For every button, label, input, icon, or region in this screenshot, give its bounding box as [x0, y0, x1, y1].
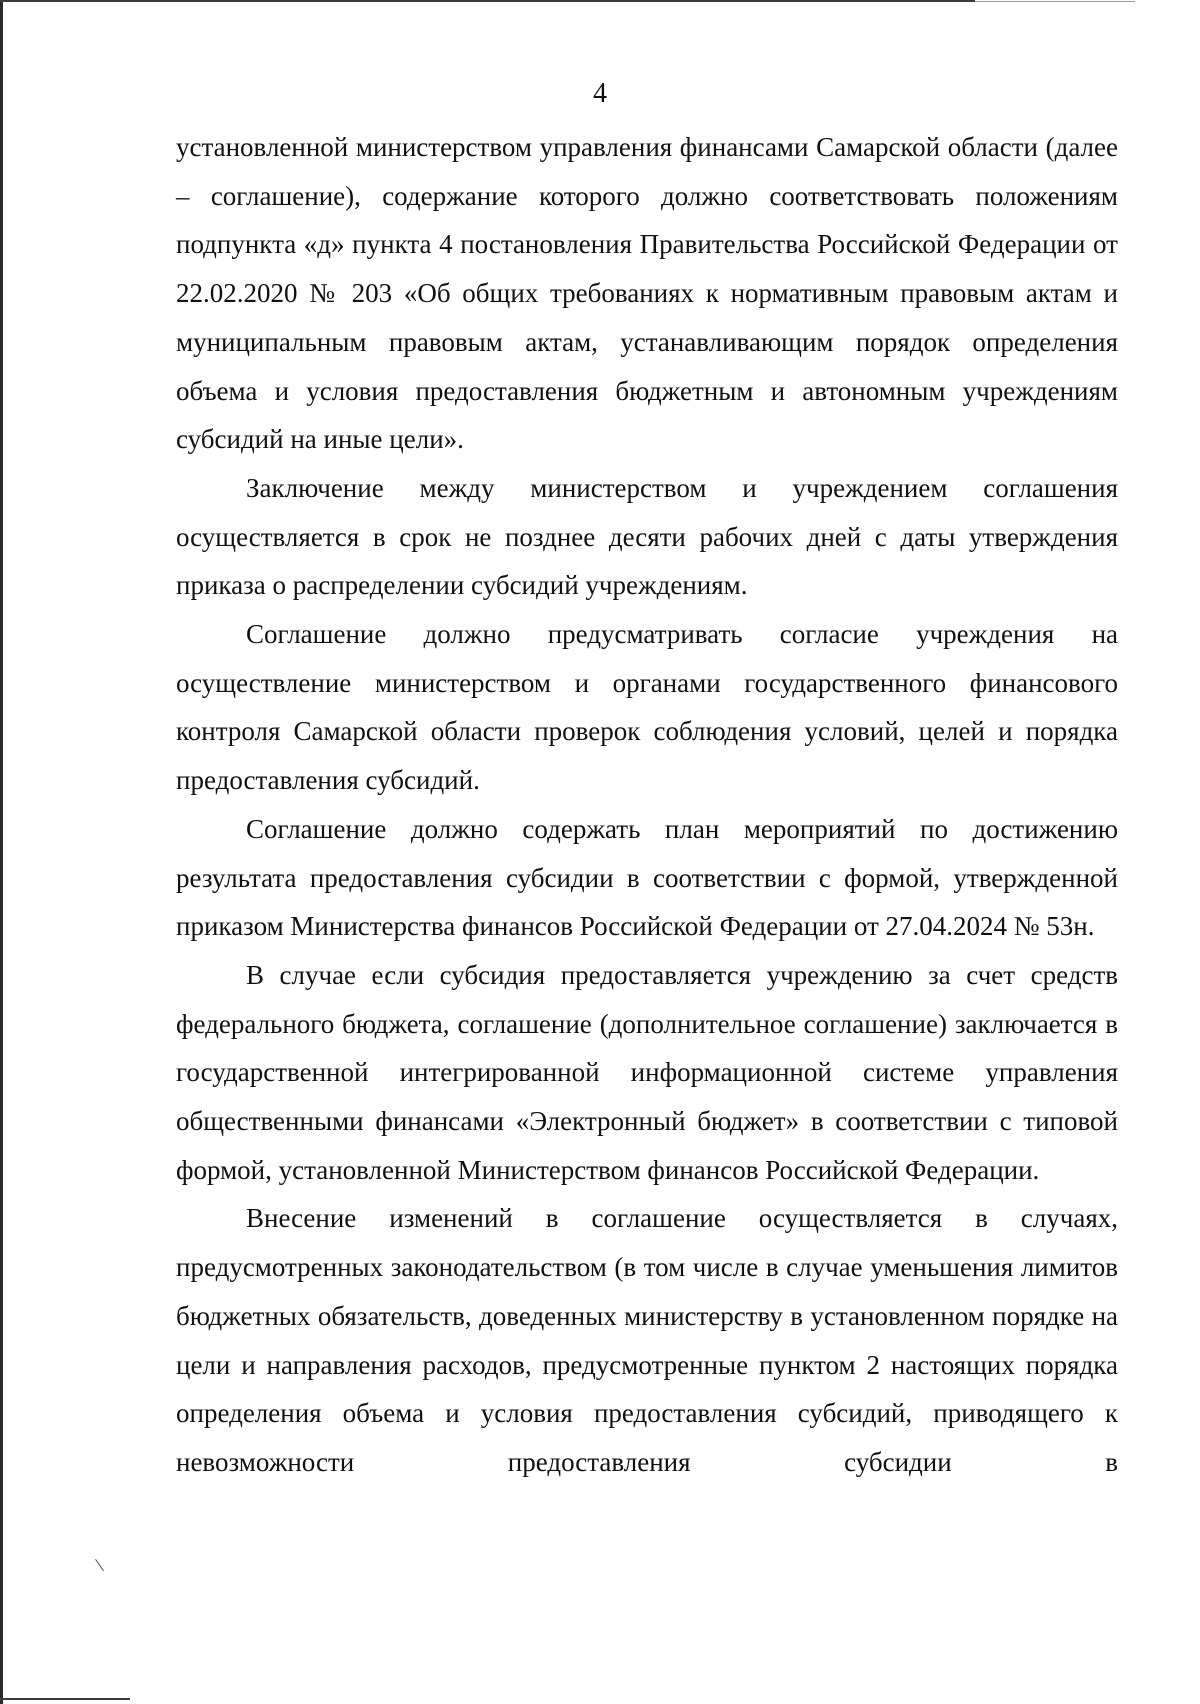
scan-border-left	[0, 0, 3, 1704]
paragraph-action-plan: Соглашение должно содержать план мероприятий по достижению результата предоставления субсидии в соответствии с формой, утвержденной приказом Министерства финансов Российской Федерации от 27.04.2024 № 53н.	[176, 813, 1118, 942]
scan-border-bottom	[0, 1698, 130, 1700]
scan-border-top-faint	[975, 1, 1135, 2]
paragraph-control-consent: Соглашение должно предусматривать согласие учреждения на осуществление министерством и органами государственного финансового контроля Самарской области проверок соблюдения условий, целей и порядка предоставления субсидий.	[176, 619, 1118, 796]
scan-border-top	[0, 0, 975, 2]
paragraph-federal-budget: В случае если субсидия предоставляется учреждению за счет средств федерального бюджета, соглашение (дополнительное соглашение) заключается в государственной интегрированной информационной системе управления общественными финансами «Электронный бюджет» в соответствии с типовой формой, установленной Министерством финансов Российской Федерации.	[176, 959, 1118, 1185]
paragraph-amendments: Внесение изменений в соглашение осуществляется в случаях, предусмотренных законодательством (в том числе в случае уменьшения лимитов бюджетных обязательств, доведенных министерству в установленном порядке на цели и направления расходов, предусмотренные пунктом 2 настоящих порядка определения объема и условия предоставления субсидий, приводящего к невозможности предоставления субсидии в	[176, 1203, 1118, 1477]
page-number: 4	[593, 78, 607, 109]
document-body	[176, 123, 1118, 1487]
scan-artifact-mark	[95, 1559, 104, 1571]
paragraph-continuation: установленной министерством управления финансами Самарской области (далее – соглашение), содержание которого должно соответствовать положениям подпункта «д» пункта 4 постановления Правительства Российской Федерации от 22.02.2020 № 203 «Об общих требованиях к нормативным правовым актам и муниципальным правовым актам, устанавливающим порядок определения объема и условия предоставления бюджетным и автономным учреждениям субсидий на иные цели».	[176, 132, 1118, 455]
paragraph-agreement-conclusion: Заключение между министерством и учреждением соглашения осуществляется в срок не позднее десяти рабочих дней с даты утверждения приказа о распределении субсидий учреждениям.	[176, 472, 1118, 601]
